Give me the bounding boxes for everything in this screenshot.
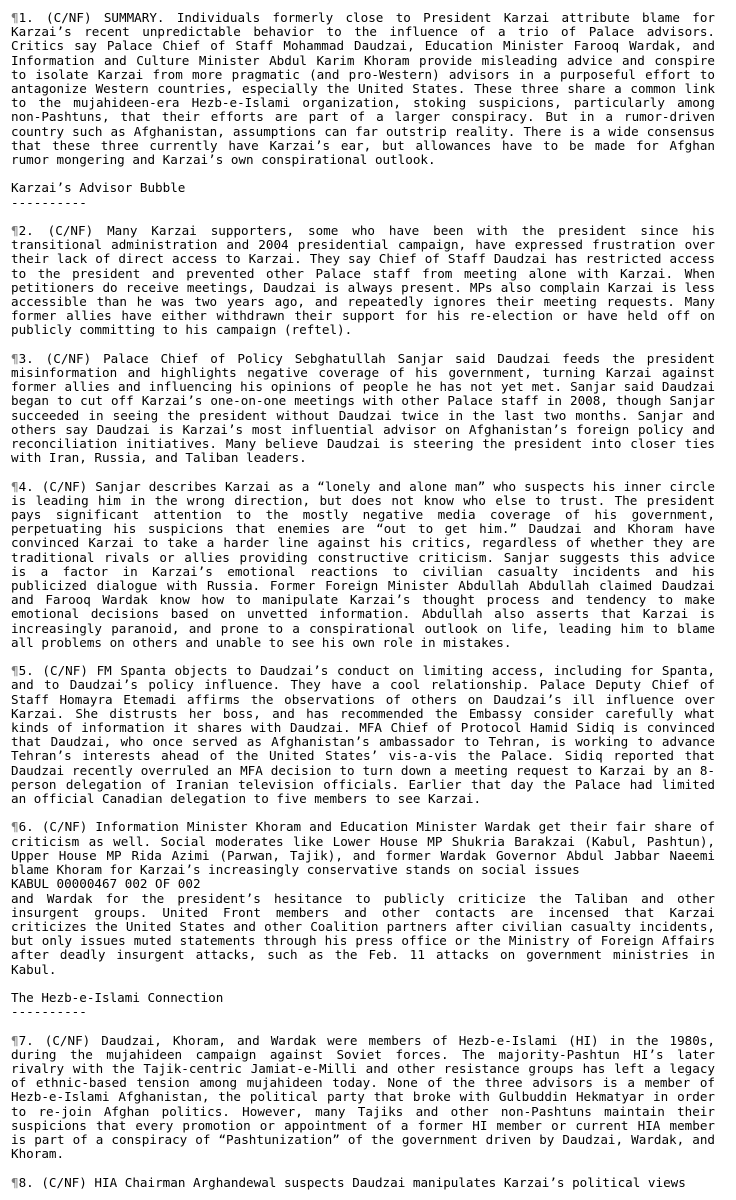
paragraph-text: 2. (C/NF) Many Karzai supporters, some who have been with the president since his transitional administration and 2004 presidential campaign, have expressed frustration over their lack of direct access to Karzai. They say Chief of Staff Daudzai has restricted access to the president and prevented other Palace staff from meeting alone with Karzai. When petitioners do receive meetings, Daudzai is always present. MPs also complain Karzai is less accessible than he was two years ago, and repeatedly ignores their meeting requests. Many former allies have either withdrawn their support for his re-election or have held off on publicly committing to his campaign (reftel). [11,223,715,338]
pilcrow-icon: ¶ [11,1174,19,1190]
paragraph-text: 1. (C/NF) SUMMARY. Individuals formerly close to President Karzai attribute blame for Karzai’s recent unpredictable behavior to the influence of a trio of Palace advisors. Critics say Palace Chief of Staff Mohammad Daudzai, Education Minister Farooq Wardak, and Information and Culture Minister Abdul Karim Khoram provide misleading advice and conspire to isolate Karzai from more pragmatic (and pro-Western) advisors in a purposeful effort to antagonize Western countries, especially the United States. These three share a common link to the mujahideen-era Hezb-e-Islami organization, stoking suspicions, particularly among non-Pashtuns, that their efforts are part of a larger conspiracy. But in a rumor-driven country such as Afghanistan, assumptions can far outstrip reality. There is a wide consensus that these three currently have Karzai’s ear, but allowances have to be made for Afghan rumor mongering and Karzai’s own conspirational outlook. [11,10,715,168]
paragraph-2 [11,224,715,338]
section-heading-advisor-bubble: Karzai’s Advisor Bubble [11,180,186,196]
pilcrow-icon: ¶ [11,819,19,835]
paragraph-5 [11,664,715,806]
paragraph-continuation: and Wardak for the president’s hesitance to publicly criticize the Taliban and other insurgent groups. United Front members and other contacts are incensed that Karzai criticizes the United States and other Coalition partners after civilian casualty incidents, but only issues muted statements through his press office or the Ministry of Foreign Affairs after deadly insurgent attacks, such as the Feb. 11 attacks on government ministries in Kabul. [11,890,715,977]
paragraph-text: 7. (C/NF) Daudzai, Khoram, and Wardak were members of Hezb-e-Islami (HI) in the 1980s, during the mujahideen campaign against Soviet forces. The majority-Pashtun HI’s later rivalry with the Tajik-centric Jamiat-e-Milli and other resistance groups has left a legacy of ethnic-based tension among mujahideen today. None of the three advisors is a member of Hezb-e-Islami Afghanistan, the political party that broke with Gulbuddin Hekmatyar in order to re-join Afghan politics. However, many Tajiks and other non-Pashtuns maintain their suspicions that every promotion or appointment of a former HI member or current HIA member is part of a conspiracy of “Pashtunization” of the government driven by Daudzai, Wardak, and Khoram. [11,1032,715,1162]
paragraph-3 [11,352,715,466]
pilcrow-icon: ¶ [11,350,19,366]
section-heading-hezb-e-islami: The Hezb-e-Islami Connection [11,989,224,1005]
paragraph-8 [11,1176,715,1190]
section-rule: ---------- [11,194,87,210]
paragraph-text: 8. (C/NF) HIA Chairman Arghandewal suspects Daudzai manipulates Karzai’s political views [18,1174,686,1190]
paragraph-7 [11,1034,715,1162]
page-marker: KABUL 00000467 002 OF 002 [11,876,201,892]
paragraph-6 [11,820,715,976]
pilcrow-icon: ¶ [11,223,19,239]
pilcrow-icon: ¶ [11,10,19,25]
paragraph-text: 3. (C/NF) Palace Chief of Policy Sebghatullah Sanjar said Daudzai feeds the president misinformation and highlights negative coverage of his government, turning Karzai against former allies and influencing his opinions of people he has not yet met. Sanjar said Daudzai began to cut off Karzai’s one-on-one meetings with other Palace staff in 2008, though Sanjar succeeded in seeing the president without Daudzai twice in the last two months. Sanjar and others say Daudzai is Karzai’s most influential advisor on Afghanistan’s foreign policy and reconciliation initiatives. Many believe Daudzai is steering the president into closer ties with Iran, Russia, and Taliban leaders. [11,350,715,466]
pilcrow-icon: ¶ [11,1032,19,1048]
paragraph-1 [11,11,715,167]
section-rule: ---------- [11,1004,87,1020]
paragraph-text: 5. (C/NF) FM Spanta objects to Daudzai’s conduct on limiting access, including for Spanta, and to Daudzai’s policy influence. They have a cool relationship. Palace Deputy Chief of Staff Homayra Etemadi affirms the observations of others on Daudzai’s ill influence over Karzai. She distrusts her boss, and has recommended the Embassy consider carefully what kinds of information it shares with Daudzai. MFA Chief of Protocol Hamid Sidiq is convinced that Daudzai, who once served as Afghanistan’s ambassador to Tehran, is working to advance Tehran’s interests ahead of the United States’ vis-a-vis the Palace. Sidiq reported that Daudzai recently overruled an MFA decision to turn down a meeting request to Karzai by an 8-person delegation of Iranian television officials. Earlier that day the Palace had limited an official Canadian delegation to five members to see Karzai. [11,663,715,807]
paragraph-text: 6. (C/NF) Information Minister Khoram and Education Minister Wardak get their fair share of criticism as well. Social moderates like Lower House MP Shukria Barakzai (Kabul, Pashtun), Upper House MP Rida Azimi (Parwan, Tajik), and former Wardak Governor Abdul Jabbar Naeemi blame Khoram for Karzai’s increasingly conservative stands on social issues [11,819,715,878]
paragraph-text: 4. (C/NF) Sanjar describes Karzai as a “lonely and alone man” who suspects his inner circle is leading him in the wrong direction, but does not know who else to trust. The president pays significant attention to the mostly negative media coverage of his government, perpetuating his suspicions that enemies are “out to get him.” Daudzai and Khoram have convinced Karzai to take a harder line against his critics, regardless of whether they are traditional rivals or allies providing constructive criticism. Sanjar suggests this advice is a factor in Karzai’s emotional reactions to civilian casualty incidents and his publicized dialogue with Russia. Former Foreign Minister Abdullah Abdullah claimed Daudzai and Farooq Wardak know how to manipulate Karzai’s thought process and tendency to make emotional decisions based on unvetted information. Abdullah also asserts that Karzai is increasingly paranoid, and prone to a conspirational outlook on life, leading him to blame all problems on others and unable to see his own role in mistakes. [11,478,715,650]
pilcrow-icon: ¶ [11,663,19,679]
paragraph-4 [11,480,715,650]
pilcrow-icon: ¶ [11,478,19,494]
